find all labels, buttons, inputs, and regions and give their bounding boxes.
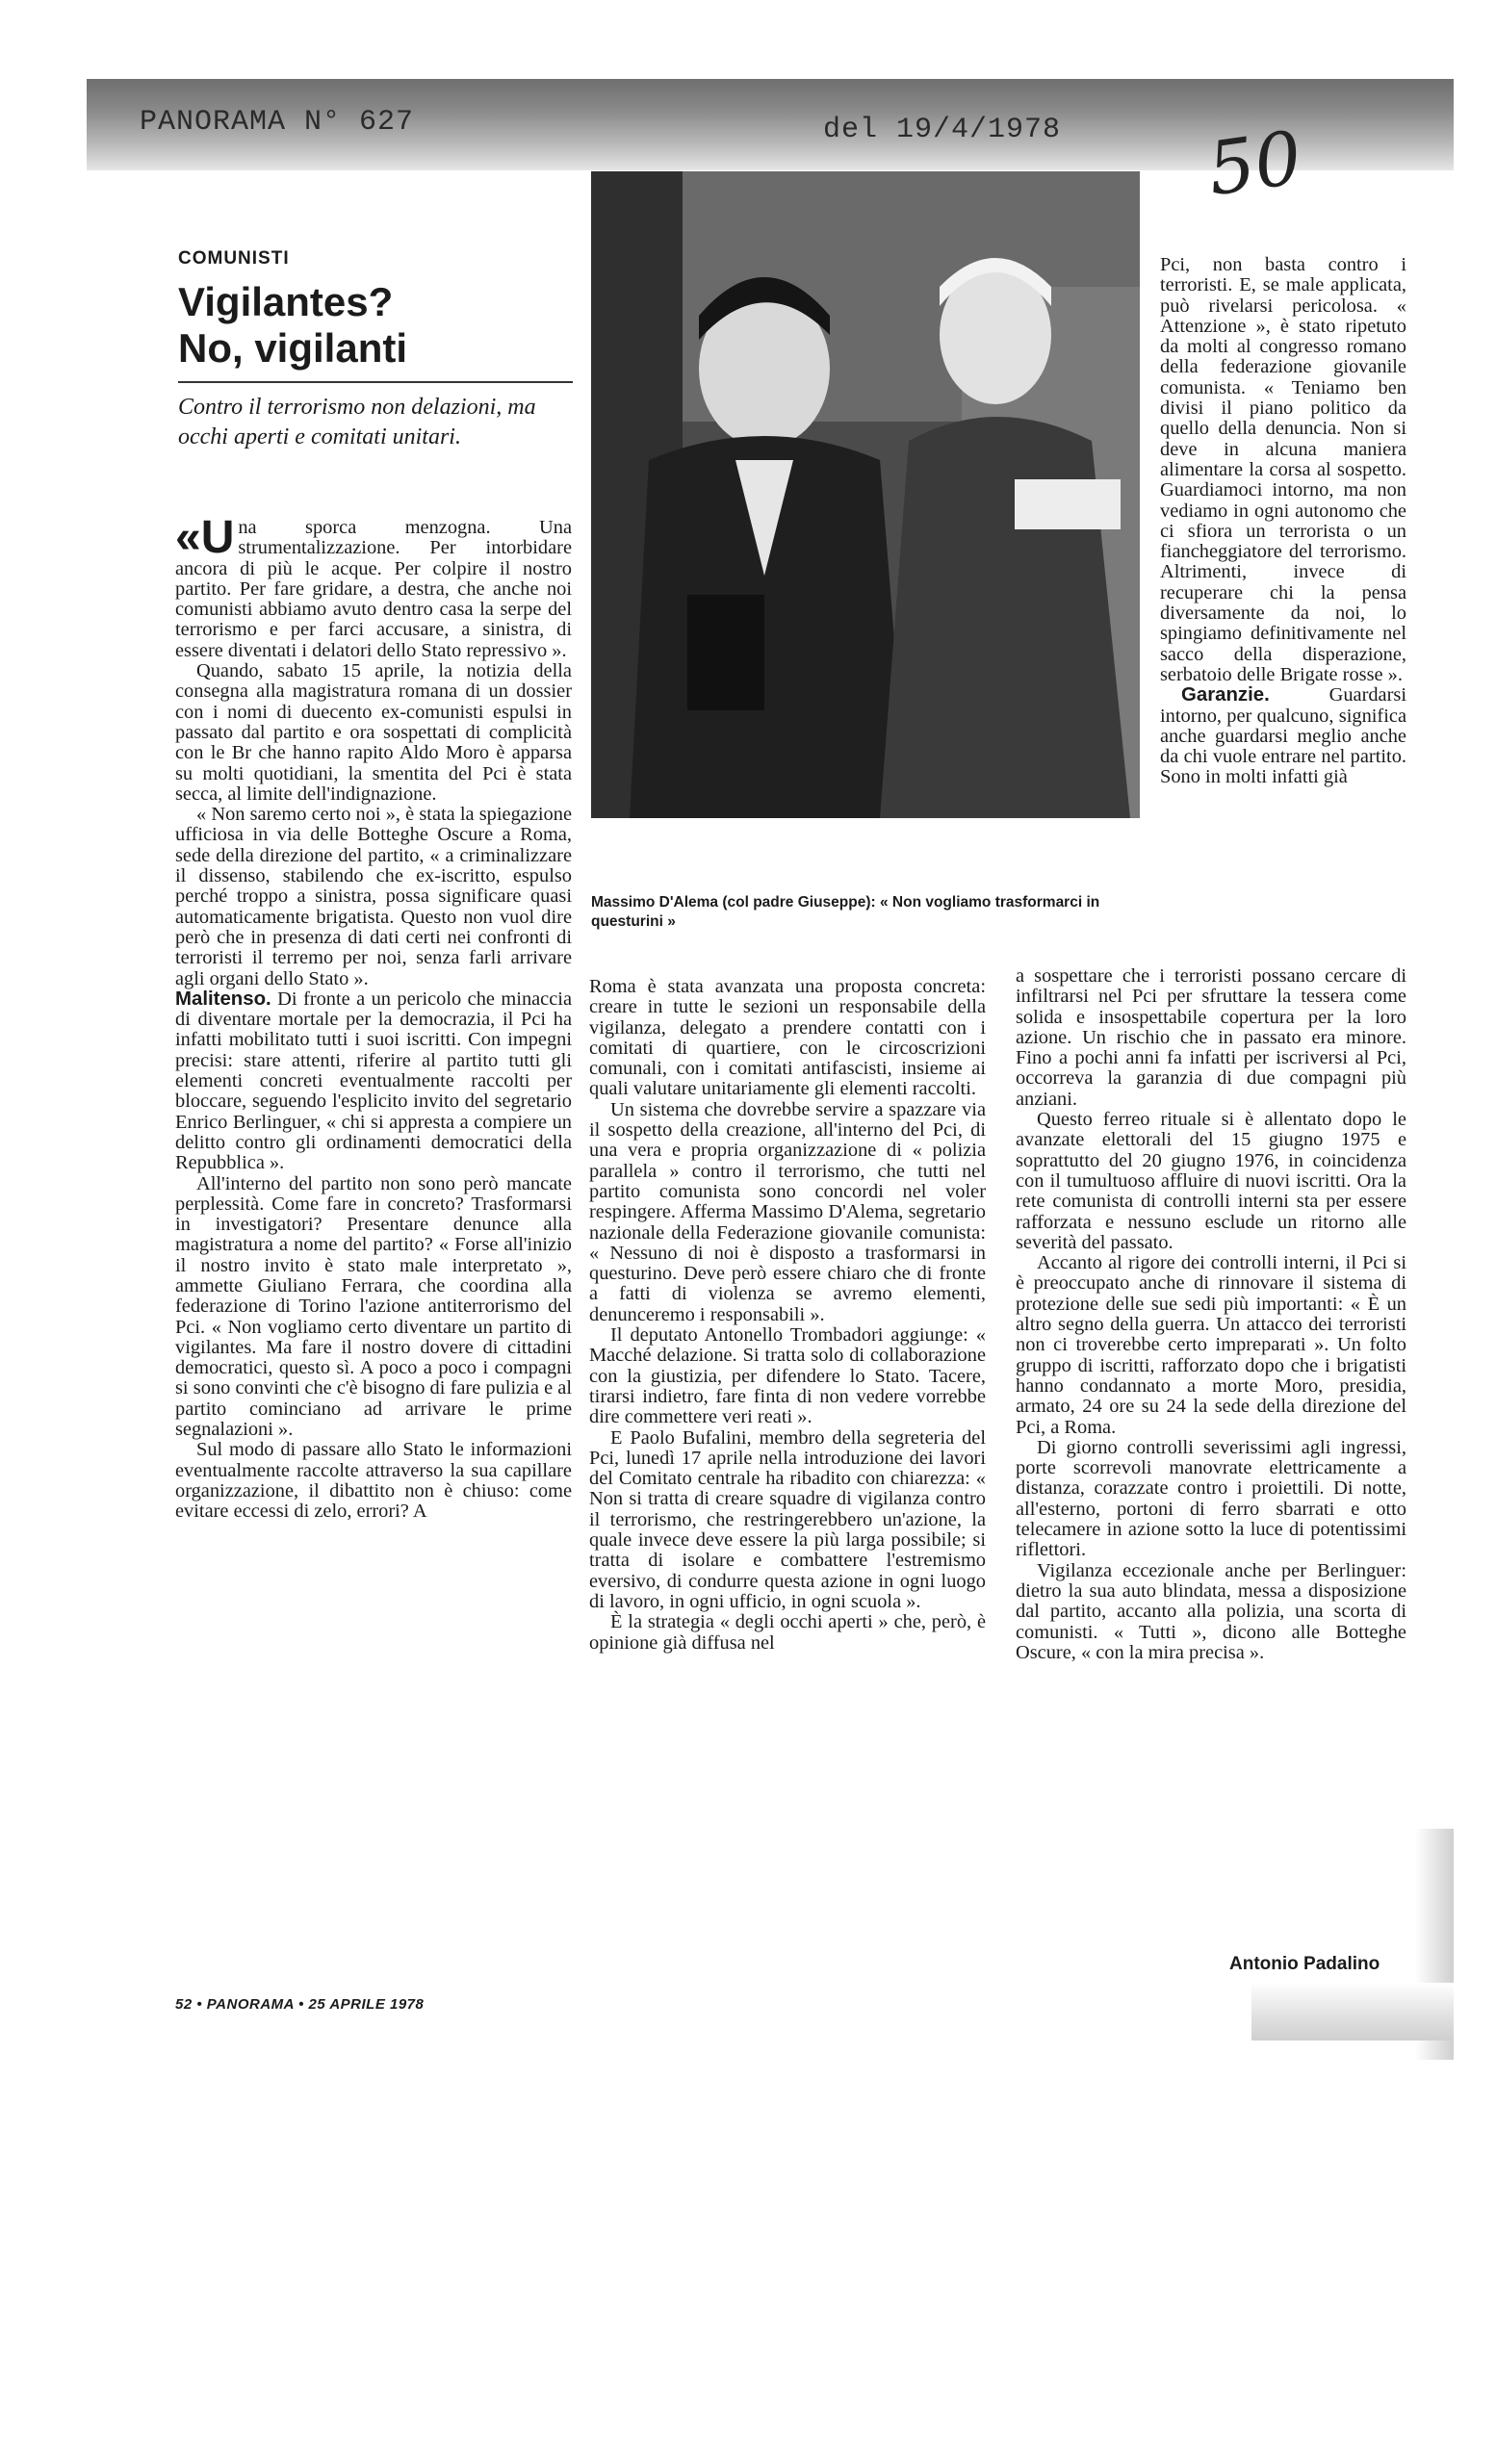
headline <box>178 279 407 372</box>
headline-line-1: Vigilantes? <box>178 279 394 324</box>
paragraph: All'interno del partito non sono però mancate perplessità. Come fare in concreto? Trasformarsi in investigatori? Presentare denunce alla magistratura a nome del partito? « Forse all'inizio il nostro invito è stato male interpretato », ammette Giuliano Ferrara, che coordina alla federazione di Torino l'azione antiterrorismo del Pci. « Non vogliamo certo diventare un partito di vigilantes. Ma fare il nostro dovere di cittadini democratici, questo sì. A poco a poco i compagni si sono convinti che c'è bisogno di fare pulizia e al partito cominciano ad arrivare le prime segnalazioni ». <box>175 1172 572 1441</box>
paragraph: Sul modo di passare allo Stato le informazioni eventualmente raccolte attraverso la sua capillare organizzazione, il dibattito non è chiuso: come evitare eccessi di zelo, errori? A <box>175 1439 572 1523</box>
archive-stamp-issue: PANORAMA N° 627 <box>140 106 415 139</box>
column-1 <box>175 512 573 1523</box>
paragraph-text: na sporca menzogna. Una strumentalizzazione. Per intorbidare ancora di più le acque. Per colpire il nostro partito. Per fare gridare, a destra, che anche noi comunisti abbiamo avuto dentro casa la serpe del terrorismo e per farci accusare, a sinistra, di essere diventati i delatori dello Stato repressivo ». <box>175 517 572 661</box>
paragraph: Di giorno controlli severissimi agli ingressi, porte scorrevoli manovrate elettricamente a distanza, corazzate contro i proiettili. Di notte, all'esterno, portoni di ferro sbarrati e otto telecamere in azione sotto la luce di potentissimi riflettori. <box>1016 1436 1406 1561</box>
paragraph: Roma è stata avanzata una proposta concreta: creare in tutte le sezioni un responsabile della vigilanza, delegato a prendere contatti con i comitati di quartiere, con le circoscrizioni comunali, con i comitati antifascisti, insieme ai quali valutare unitariamente gli elementi raccolti. <box>589 976 986 1100</box>
paragraph-garanzie <box>1160 685 1406 787</box>
handwritten-page-number: 50 <box>1202 114 1307 213</box>
drop-cap: «U <box>175 512 235 563</box>
paragraph-text: Di fronte a un pericolo che minaccia di diventare mortale per la democrazia, il Pci ha infatti mobilitato tutti i suoi iscritti. Con impegni precisi: stare attenti, riferire al partito tutti gli elementi concreti eventualmente raccolti per bloccare, seguendo l'esplicito invito del segretario Enrico Berlinguer, « chi si appresta a compiere un delitto contro gli ordinamenti democratici della Repubblica ». <box>175 988 573 1174</box>
paragraph: Questo ferreo rituale si è allentato dopo le avanzate elettorali del 15 giugno 1975 e soprattutto del 20 giugno 1976, in coincidenza con il tumultuoso affluire di nuovi iscritti. Ora la rete comunista di controlli interni sta per essere rafforzata e nessuno esclude un ritorno alle severità del passato. <box>1016 1109 1406 1253</box>
paragraph-text: Guardarsi intorno, per qualcuno, significa anche guardarsi meglio anche da chi vuole entrare nel partito. Sono in molti infatti già <box>1160 684 1406 788</box>
paragraph: Quando, sabato 15 aprile, la notizia della consegna alla magistratura romana di un dossier con i nomi di duecento ex-comunisti espulsi in passato dal partito e ora sospettati di complicità con le Br che hanno rapito Aldo Moro è apparsa su molti quotidiani, la smentita del Pci è stata secca, al limite dell'indignazione. <box>175 660 572 805</box>
scan-shadow-bottom <box>1251 1983 1454 2040</box>
paragraph: Pci, non basta contro i terroristi. E, se male applicata, può rivelarsi pericolosa. « Attenzione », è stato ripetuto da molti al congresso romano della federazione giovanile comunista. « Teniamo ben divisi il piano politico da quello della denuncia. Non si deve in alcuna maniera alimentare la corsa al sospetto. Guardiamoci intorno, ma non vediamo in ogni autonomo che ci sfiora un terrorista o un fiancheggiatore del terrorismo. Altrimenti, invece di recuperare chi la pensa diversamente da noi, lo spingiamo definitivamente nel sacco della disperazione, serbatoio delle Brigate rosse ». <box>1160 254 1406 685</box>
paragraph: Vigilanza eccezionale anche per Berlinguer: dietro la sua auto blindata, messa a disposizione dal partito, accanto alla polizia, una scorta di comunisti. « Tutti », dicono alle Botteghe Oscure, « con la mira precisa ». <box>1016 1559 1406 1663</box>
archive-stamp-date: del 19/4/1978 <box>823 114 1062 146</box>
paragraph: Un sistema che dovrebbe servire a spazzare via il sospetto della creazione, all'interno del Pci, di una vera e propria organizzazione di « polizia parallela » contro il terrorismo, che tutti nel partito comunista sono concordi nel voler respingere. Afferma Massimo D'Alema, segretario nazionale della Federazione giovanile comunista: « Nessuno di noi è disposto a trasformarsi in questurino. Deve però essere chiaro che di fronte a fatti di violenza se avremo elementi, denunceremo i responsabili ». <box>589 1098 986 1325</box>
section-label: COMUNISTI <box>178 248 290 269</box>
photo-image <box>591 171 1140 818</box>
paragraph: a sospettare che i terroristi possano cercare di infiltrarsi nel Pci per sfruttare la tessera come solida e insospettabile copertura per la loro azione. Un rischio che in passato era minore. Fino a pochi anni fa infatti per iscriversi al Pci, occorreva la garanzia di due compagni più anziani. <box>1016 965 1406 1110</box>
paragraph: E Paolo Bufalini, membro della segreteria del Pci, lunedì 17 aprile nella introduzione dei lavori del Comitato centrale ha ribadito con chiarezza: « Non si tratta di creare squadre di vigilanza contro il terrorismo, che restringerebbero un'azione, la quale invece deve essere la più larga possibile; si tratta di isolare e combattere l'estremismo eversivo, di condurre questa azione in ogni luogo di lavoro, in ogni ufficio, in ogni scuola ». <box>589 1426 986 1612</box>
headline-line-2: No, vigilanti <box>178 325 408 371</box>
column-2 <box>589 977 986 1654</box>
paragraph: È la strategia « degli occhi aperti » che, però, è opinione già diffusa nel <box>589 1611 986 1654</box>
author-byline: Antonio Padalino <box>1229 1954 1380 1974</box>
paragraph: Il deputato Antonello Trombadori aggiunge: « Macché delazione. Si tratta solo di collaborazione con la giustizia, per difendere lo Stato. Tacere, tirarsi indietro, fare finta di non vedere vorrebbe dire commettere veri reati ». <box>589 1324 986 1428</box>
subhead-malitenso: Malitenso. <box>175 988 271 1010</box>
column-3-bottom <box>1016 966 1406 1663</box>
paragraph: « Non saremo certo noi », è stata la spiegazione ufficiosa in via delle Botteghe Oscure a Roma, sede della direzione del partito, « a criminalizzare il dissenso, stabilendo che ex-iscritto, espulso perché troppo a sinistra, possa significare quasi automaticamente brigatista. Questo non vuol dire però che in presenza di dati certi nei confronti di terroristi il terremo per noi, senza farli arrivare agli organi dello Stato ». <box>175 804 572 989</box>
page-footer: 52 • PANORAMA • 25 APRILE 1978 <box>175 1996 425 2013</box>
subhead-garanzie: Garanzie. <box>1181 684 1270 706</box>
paragraph-lead <box>175 512 572 661</box>
paragraph: Accanto al rigore dei controlli interni, il Pci si è preoccupato anche di rinnovare il sistema di protezione delle sue sedi più importanti: « È un altro segno della guerra. Un attacco dei terroristi non ci troverebbe certo impreparati ». Un folto gruppo di iscritti, rafforzato dopo che i brigatisti hanno condannato a morte Moro, presidia, armato, 24 ore su 24 la sede della direzione del Pci, a Roma. <box>1016 1252 1406 1438</box>
photo-caption: Massimo D'Alema (col padre Giuseppe): « Non vogliamo trasformarci in questurini » <box>591 894 1100 930</box>
photo <box>591 171 1140 818</box>
subheadline: Contro il terrorismo non delazioni, ma occhi aperti e comitati unitari. <box>178 395 536 449</box>
column-3-top <box>1160 255 1406 788</box>
paragraph-malitenso <box>175 989 572 1174</box>
headline-rule <box>178 381 573 383</box>
